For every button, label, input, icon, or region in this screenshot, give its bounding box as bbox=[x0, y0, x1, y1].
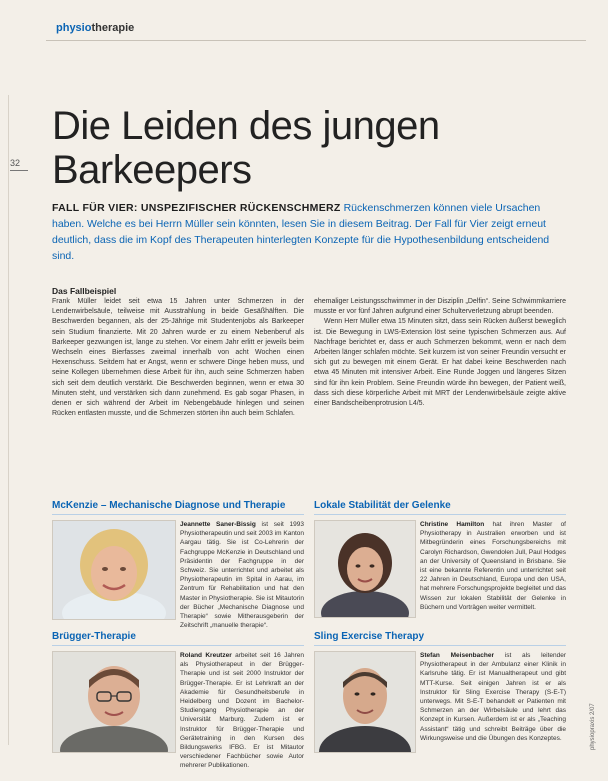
title-line-1: Die Leiden des jungen bbox=[52, 104, 440, 148]
title-line-2: Barkeepers bbox=[52, 148, 252, 192]
expert-bio bbox=[420, 651, 566, 743]
rubric-therapie: therapie bbox=[91, 22, 135, 34]
expert-name: Christine Hamilton bbox=[420, 521, 485, 528]
section-rubric bbox=[56, 22, 134, 34]
lead-kicker: FALL FÜR VIER: UNSPEZIFISCHER RÜCKENSCHMERZ bbox=[52, 202, 341, 214]
spine-text: physiopraxis 2/07 bbox=[590, 703, 596, 750]
expert-section-title-stabilitaet: Lokale Stabilität der Gelenke bbox=[314, 500, 451, 511]
expert-bio bbox=[180, 651, 304, 771]
expert-photo-meisenbacher bbox=[314, 651, 416, 753]
expert-name: Stefan Meisenbacher bbox=[420, 652, 494, 659]
section-rule bbox=[52, 514, 304, 515]
page-number: 32 bbox=[10, 158, 21, 168]
case-paragraph: Frank Müller leidet seit etwa 15 Jahren unter Schmerzen in der Lendenwirbelsäule, teilweise mit Ausstrahlung in beide Gesäßhälften. Die Beschwerden begannen, als der 25-Jährige mit Studentenjobs als Barkeeper sein Studium finanzierte. Mit 20 Jahren wurde er zu einem Nebenberuf als Barkeeper gezwungen ist, lange zu stehen. Vor einem Jahr erlitt er jeweils beim Wechseln eines Bierfasses zweimal innerhalb von acht Wochen einen Hexenschuss. Seitdem hat er Angst, wenn er schwere Dinge heben muss, und seine Kollegen übernehmen diese Arbeit für ihn, auch seine Schmerzen haben sich seit dem deutlich verstärkt. Die Beschwerden beginnen, wenn er etwa 30 Minuten steht, und verstärken sich dann zunehmend. Es gab sogar Phasen, in denen er sich während der Arbeit im Nebengebäude hinlegen und seinen Rücken entlasten musste, und die Schmerzen störten ihn auch beim Schlafen. bbox=[52, 298, 304, 418]
expert-bio-text: arbeitet seit 16 Jahren als Physiotherapeut in der Brügger-Therapie und ist seit 2000 Instruktor der Brügger-Therapie. Er ist Lehrkraft an der Akademie für Gesundheitsberufe in Heidelberg und Dozent im Bachelor-Studiengang Physiotherapie an der Universität Marburg. Zudem ist er Instruktor für Brügger-Therapie und Gerätetraining in den Kursen des Bildungswerks IFBG. Er ist Mitautor verschiedener Fachbücher sowie Autor mehrerer Publikationen. bbox=[180, 652, 304, 770]
article-lead bbox=[52, 200, 572, 264]
expert-photo-saner-bissig bbox=[52, 520, 176, 620]
section-rule bbox=[52, 645, 304, 646]
case-paragraph: Wenn Herr Müller etwa 15 Minuten sitzt, dass sein Rücken äußerst beweglich ist. Die Bewegung in LWS-Extension löst seine typischen Schmerzen aus. Auf Nachfrage berichtet er, dass er auch Schmerzen bekommt, wenn er nach dem Arbeiten länger schlafen möchte. Seit kurzem ist von seiner Freundin versucht er sich gut zu bewegen mit einem Gerät. Er hat dabei keine Beschwerden nach etwa 45 Minuten mit intensiver Arbeit. Eine Runde Joggen und längeres Sitzen sind für ihn kein Problem. Seine Freundin würde ihn bewegen, der Patient weiß, dass sich diese körperliche Arbeit mit MRT der Lendenwirbelsäule zeigte aktive einer Bandscheibenprotrusion L4/5. bbox=[314, 318, 566, 408]
article-title bbox=[52, 104, 440, 192]
section-rule bbox=[314, 645, 566, 646]
case-column-left bbox=[52, 297, 304, 419]
expert-bio-text: ist als leitender Physiotherapeut in der Ambulanz einer Klinik in Karlsruhe tätig. Er ist Manualtherapeut und gibt MTT-Kurse. Seit einigen Jahren ist er als Instruktor für Sling Exercise Therapy (S-E-T) unterwegs. Mit S-E-T behandelt er Patienten mit Schmerzen an der Wirbelsäule und lehrt das Konzept in Kursen. Außerdem ist er als „Teaching Assistant“ tätig und schreibt Beiträge über die Wirkungsweise und die Übungen des Konzeptes. bbox=[420, 652, 567, 742]
page-number-rule bbox=[10, 170, 28, 171]
case-heading: Das Fallbeispiel bbox=[52, 286, 117, 296]
margin-line bbox=[8, 95, 9, 745]
expert-bio-text: hat ihren Master of Physiotherapy in Australien erworben und ist Mitbegründerin eines Forschungsbereichs mit Carolyn Richardson, Gwendolen Jull, Paul Hodges an der University of Queensland in Brisbane. Sie ist eine bekannte Referentin und unterrichtet seit 22 Jahren in Deutschland, Europa und den USA, hat mehrere Forschungsprojekte begleitet und das Wissen zur lokalen Stabilität der Gelenke in Büchern und Vorträgen weiter vermittelt. bbox=[420, 521, 566, 611]
header-rule bbox=[46, 40, 586, 41]
rubric-physio: physio bbox=[56, 22, 92, 34]
section-rule bbox=[314, 514, 566, 515]
expert-bio bbox=[180, 520, 304, 630]
expert-section-title-mckenzie: McKenzie – Mechanische Diagnose und Therapie bbox=[52, 500, 286, 511]
expert-name: Roland Kreutzer bbox=[180, 652, 232, 659]
case-paragraph: ehemaliger Leistungsschwimmer in der Disziplin „Delfin“. Seine Schwimmkarriere musste er vor fünf Jahren aufgrund einer Schulterverletzung abrupt beenden. bbox=[314, 298, 566, 316]
expert-bio bbox=[420, 520, 566, 612]
expert-section-title-bruegger: Brügger-Therapie bbox=[52, 631, 136, 642]
lead-text: Rückenschmerzen können viele Ursachen haben. Welche es bei Herrn Müller sein könnten, lesen Sie in diesem Beitrag. Der Fall für Vier zeigt erneut deutlich, dass die im Kopf des Therapeuten hinterlegten Konzepte für die Hypothesenbildung entscheidend sind. bbox=[52, 202, 550, 262]
expert-photo-kreutzer bbox=[52, 651, 176, 753]
expert-section-title-sling: Sling Exercise Therapy bbox=[314, 631, 425, 642]
expert-photo-hamilton bbox=[314, 520, 416, 618]
spine-footer bbox=[590, 690, 600, 760]
expert-bio-text: ist seit 1993 Physiotherapeutin und seit 2003 im Kanton Aargau tätig. Sie ist Co-Lehrerin der Fachgruppe McKenzie in Deutschland und Präsidentin der Fachgruppe in der Schweiz. Sie unterrichtet und arbeitet als Physiotherapeutin im Spital in Aarau, im Zentrum für Rehabilitation und hat den Master in Physiotherapie. Sie ist Mitautorin der Bücher „Mechanische Diagnose und Therapie“ sowie Mitherausgeberin der Zeitschrift „manuelle therapie“. bbox=[180, 521, 305, 630]
case-column-right bbox=[314, 297, 566, 409]
expert-name: Jeannette Saner-Bissig bbox=[180, 521, 256, 528]
